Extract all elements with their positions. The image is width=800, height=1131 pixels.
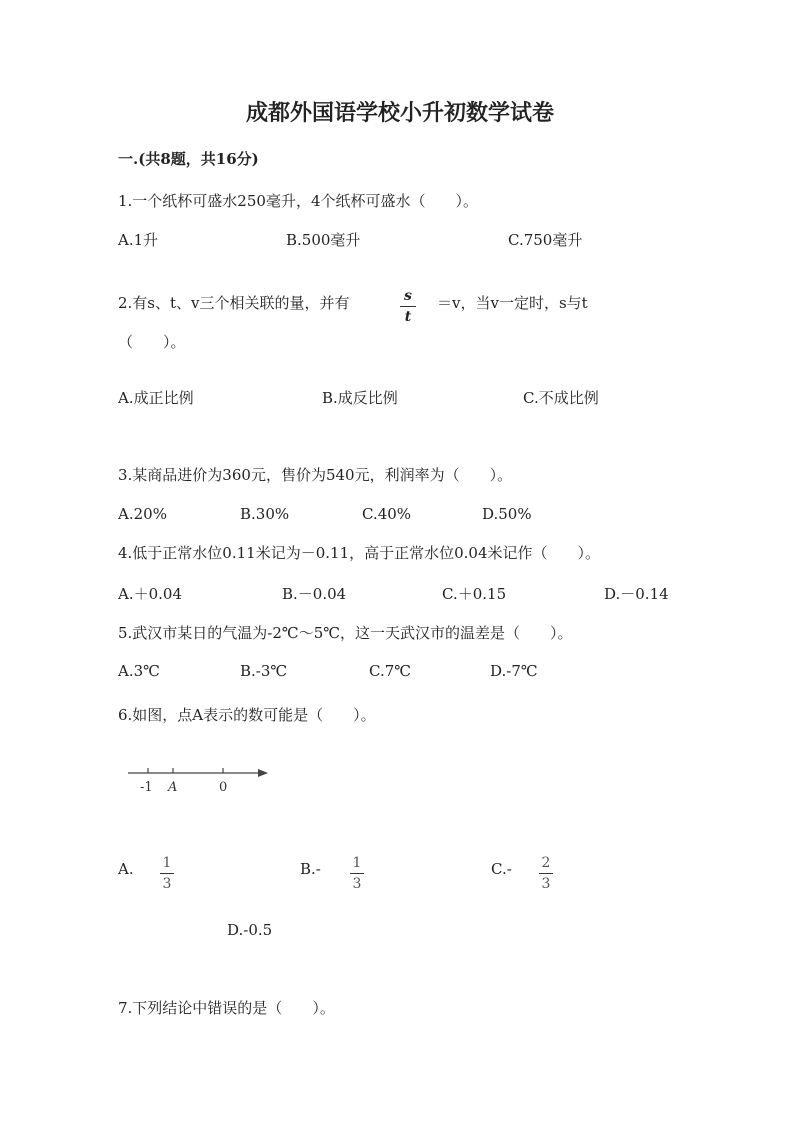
question-2-stem-continued: ＝v，当v一定时，s与t (437, 294, 588, 312)
question-5-option-a: A.3℃ (118, 662, 160, 680)
question-2-option-a: A.成正比例 (118, 389, 194, 407)
question-2-option-b: B.成反比例 (322, 389, 398, 407)
fraction-numerator: s (404, 288, 412, 304)
question-3-stem: 3.某商品进价为360元，售价为540元，利润率为（ ）。 (118, 466, 513, 484)
question-6-option-d: D.-0.5 (227, 921, 273, 939)
question-6-option-a-prefix: A. (118, 860, 134, 878)
fraction-denominator: t (404, 309, 412, 325)
fraction-denominator: 3 (541, 876, 551, 892)
question-7-stem: 7.下列结论中错误的是（ ）。 (118, 999, 335, 1017)
number-line-figure (126, 764, 272, 798)
question-6-option-b-prefix: B.- (300, 860, 321, 878)
question-6-option-a-fraction (160, 855, 174, 892)
question-6-option-c-prefix: C.- (491, 860, 512, 878)
question-1-option-b: B.500毫升 (286, 231, 361, 249)
page-title: 成都外国语学校小升初数学试卷 (245, 100, 554, 126)
question-5-stem: 5.武汉市某日的气温为-2℃～5℃，这一天武汉市的温差是（ ）。 (118, 624, 573, 642)
section-header: 一.(共8题，共16分) (118, 150, 259, 168)
question-4-option-d: D.－0.14 (604, 585, 669, 603)
question-5-option-d: D.-7℃ (490, 662, 538, 680)
question-5-option-b: B.-3℃ (240, 662, 288, 680)
question-4-option-b: B.－0.04 (282, 585, 347, 603)
fraction-numerator: 1 (352, 855, 362, 871)
question-4-option-c: C.＋0.15 (442, 585, 507, 603)
label-neg1: -1 (140, 780, 153, 795)
question-1-option-a: A.1升 (118, 231, 159, 249)
question-2-stem-line2: （ ）。 (118, 333, 186, 351)
question-1-option-c: C.750毫升 (508, 231, 583, 249)
label-point-a: A (168, 780, 178, 795)
question-6-stem: 6.如图，点A表示的数可能是（ ）。 (118, 706, 376, 724)
label-zero: 0 (219, 780, 228, 795)
question-6-option-b-fraction (350, 855, 364, 892)
question-3-option-d: D.50% (482, 505, 532, 523)
question-3-option-c: C.40% (362, 505, 412, 523)
question-3-option-a: A.20% (118, 505, 167, 523)
fraction-numerator: 2 (541, 855, 551, 871)
number-line-arrow-icon (258, 769, 268, 777)
fraction-denominator: 3 (162, 876, 172, 892)
question-6-option-c-fraction (539, 855, 553, 892)
fraction-numerator: 1 (162, 855, 172, 871)
question-1-stem: 1.一个纸杯可盛水250毫升，4个纸杯可盛水（ ）。 (118, 192, 478, 210)
question-4-option-a: A.＋0.04 (118, 585, 182, 603)
question-3-option-b: B.30% (240, 505, 290, 523)
fraction-denominator: 3 (352, 876, 362, 892)
question-2-fraction (400, 288, 416, 325)
question-2-option-c: C.不成比例 (523, 389, 599, 407)
question-4-stem: 4.低于正常水位0.11米记为－0.11，高于正常水位0.04米记作（ ）。 (118, 544, 601, 562)
question-2-stem: 2.有s、t、v三个相关联的量，并有 (118, 294, 350, 312)
question-5-option-c: C.7℃ (369, 662, 412, 680)
